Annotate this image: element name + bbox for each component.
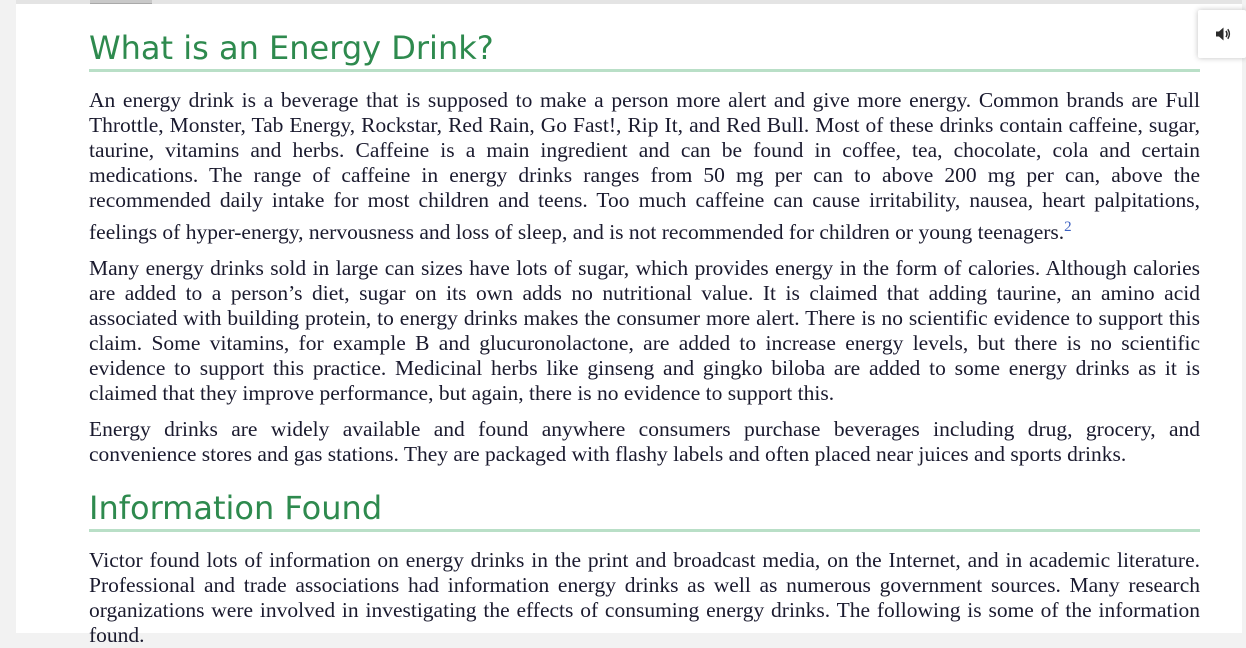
top-divider	[16, 0, 1242, 4]
footnote-ref	[1064, 215, 1072, 235]
paragraph-availability: Energy drinks are widely available and found anywhere consumers purchase beverages including drug, grocery, and convenience stores and gas stations. They are packaged with flashy labels and often placed near juices and sports drinks.	[89, 417, 1200, 467]
paragraph-definition	[89, 88, 1200, 245]
section-heading-energy-drink: What is an Energy Drink?	[89, 28, 1200, 72]
reading-page	[16, 0, 1242, 648]
footnote-link[interactable]: 2	[1064, 219, 1072, 235]
speaker-icon	[1215, 26, 1231, 42]
paragraph-ingredients: Many energy drinks sold in large can sizes have lots of sugar, which provides energy in the form of calories. Although calories are added to a person’s diet, sugar on its own adds no nutritional value. It is claimed that adding taurine, an amino acid associated with building protein, to energy drinks makes the consumer more alert. There is no scientific evidence to support this claim. Some vitamins, for example B and glucuronolactone, are added to increase energy levels, but there is no scientific evidence to support this practice. Medicinal herbs like ginseng and gingko biloba are added to some energy drinks as it is claimed that they improve performance, but again, there is no evidence to support this.	[89, 256, 1200, 406]
article-content	[89, 28, 1200, 648]
paragraph-definition-text: An energy drink is a beverage that is supposed to make a person more alert and give more energy. Common brands are Full Throttle, Monster, Tab Energy, Rockstar, Red Rain, Go Fast!, Rip It, and Red Bull. Most of these drinks contain caffeine, sugar, taurine, vitamins and herbs. Caffeine is a main ingredient and can be found in coffee, tea, chocolate, cola and certain medications. The range of caffeine in energy drinks ranges from 50 mg per can to above 200 mg per can, above the recommended daily intake for most children and teens. Too much caffeine can cause irritability, nausea, heart palpitations, feelings of hyper-energy, nervousness and loss of sleep, and is not recommended for children or young teenagers.	[89, 88, 1200, 245]
section-heading-information-found: Information Found	[89, 488, 1200, 532]
top-tab-marker	[90, 0, 152, 4]
paragraph-information-found: Victor found lots of information on energy drinks in the print and broadcast media, on the Internet, and in academic literature. Professional and trade associations had information energy drinks as well as numerous government sources. Many research organizations were involved in investigating the effects of consuming energy drinks. The following is some of the information found.	[89, 548, 1200, 648]
audio-button[interactable]	[1198, 10, 1246, 58]
